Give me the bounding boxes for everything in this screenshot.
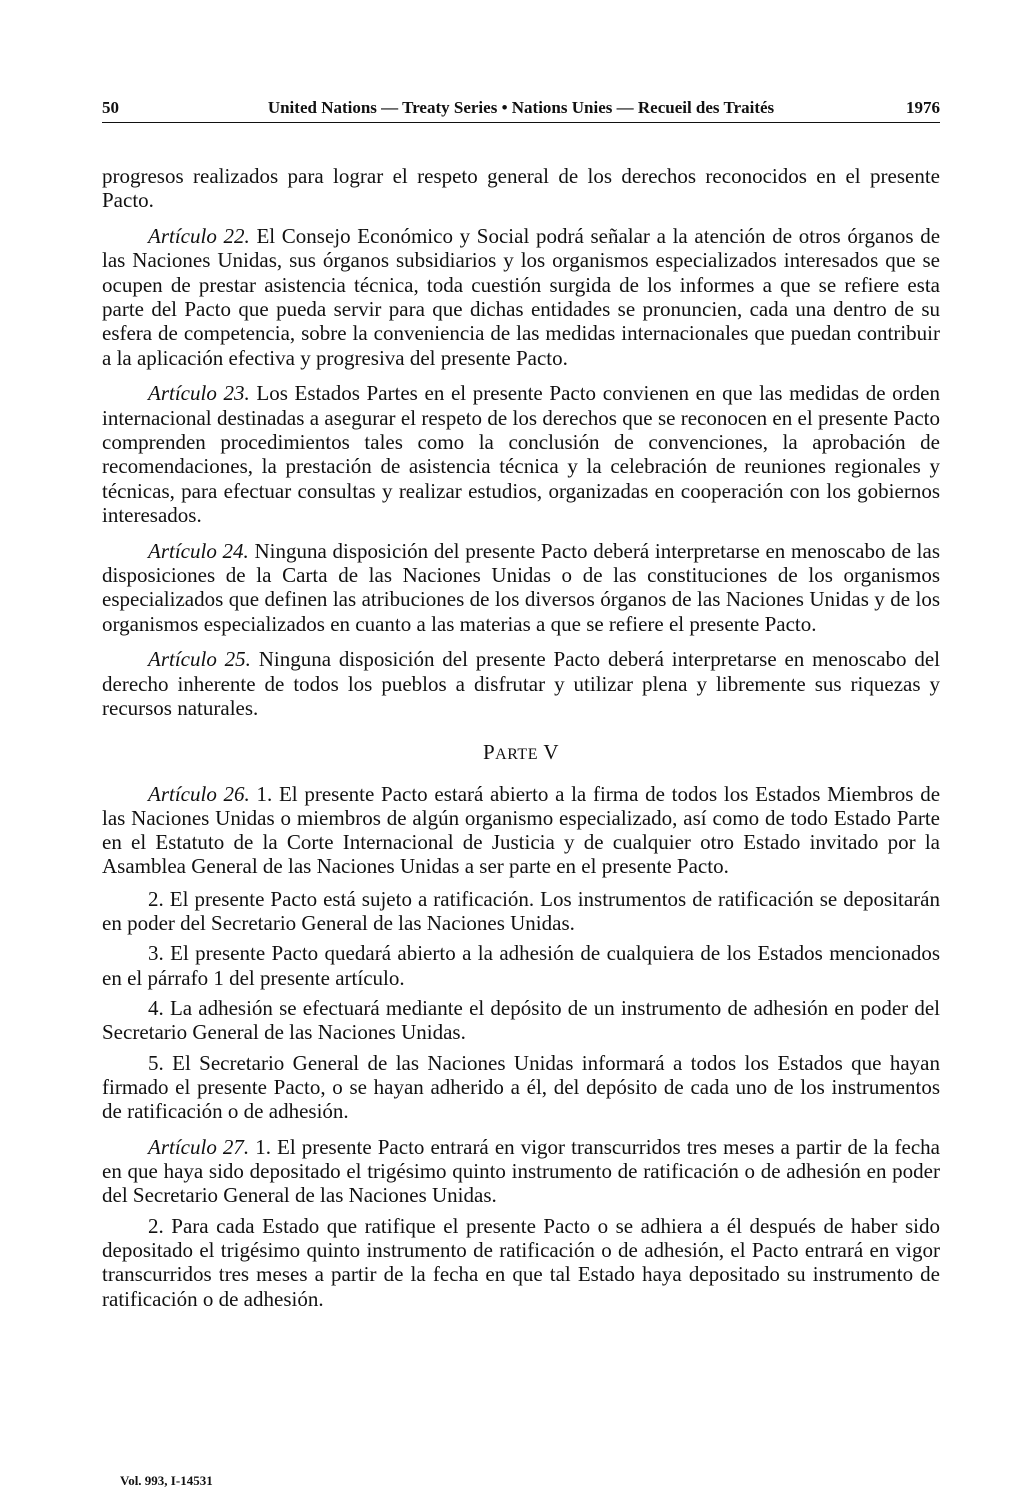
- article-text: 1. El presente Pacto estará abierto a la firma de todos los Estados Miembros de las Naciones Unidas o miembros de algún organismo especializado, así como de todo Estado Parte en el Estatuto de la Corte Internacional de Justicia y de cualquier otro Estado invitado por la Asamblea General de las Naciones Unidas a ser parte en el presente Pacto.: [102, 781, 941, 879]
- article-label: Artículo 24.: [148, 538, 249, 563]
- volume-reference: Vol. 993, I-14531: [120, 1473, 213, 1488]
- article-text: 4. La adhesión se efectuará mediante el depósito de un instrumento de adhesión en poder del Secretario General de las Naciones Unidas.: [102, 995, 940, 1045]
- article-label: Artículo 25.: [148, 647, 251, 672]
- article-27-paragraph-2: [102, 1214, 940, 1311]
- article-26-paragraph-5: [102, 1051, 940, 1124]
- article-text: 2. El presente Pacto está sujeto a ratificación. Los instrumentos de ratificación se depositarán en poder del Secretario General de las Naciones Unidas.: [102, 886, 940, 936]
- part-heading-smallcaps: ARTE: [495, 746, 538, 764]
- article-label: Artículo 27.: [148, 1134, 250, 1159]
- article-text: 3. El presente Pacto quedará abierto a la adhesión de cualquiera de los Estados mencionados en el párrafo 1 del presente artículo.: [102, 941, 940, 990]
- part-heading-initial: P: [482, 740, 496, 765]
- header-title: United Nations — Treaty Series • Nations Unies — Recueil des Traités: [267, 98, 775, 117]
- article-25: [102, 647, 940, 720]
- article-label: Artículo 26.: [148, 781, 250, 806]
- body-text: [102, 164, 940, 1322]
- page-number: 50: [102, 98, 119, 117]
- article-26-paragraph-4: [102, 996, 940, 1045]
- article-text: El Consejo Económico y Social podrá señalar a la atención de otros órganos de las Naciones Unidas, sus órganos subsidiarios y los organismos especializados interesados que se ocupen de prestar asistencia técnica, toda cuestión surgida de los informes a que se refiere esta parte del Pacto que pueda servir para que dichas entidades se pronuncien, cada una dentro de su esfera de competencia, sobre la conveniencia de las medidas internacionales que puedan contribuir a la aplicación efectiva y progresiva del presente Pacto.: [102, 224, 941, 370]
- paragraph-text: progresos realizados para lograr el respeto general de los derechos reconocidos en el presente Pacto.: [102, 164, 940, 213]
- continuation-paragraph: [102, 164, 940, 213]
- article-text: 2. Para cada Estado que ratifique el presente Pacto o se adhiera a él después de haber sido depositado el trigésimo quinto instrumento de ratificación o de adhesión, el Pacto entrará en vigor transcurridos tres meses a partir de la fecha en que tal Estado haya depositado su instrumento de ratificación o de adhesión.: [102, 1213, 940, 1311]
- article-text: Ninguna disposición del presente Pacto deberá interpretarse en menoscabo del derecho inherente de todos los pueblos a disfrutar y utilizar plena y libremente sus riquezas y recursos naturales.: [102, 647, 941, 720]
- article-26-paragraph-2: [102, 887, 940, 936]
- article-text: Ninguna disposición del presente Pacto deberá interpretarse en menoscabo de las disposiciones de la Carta de las Naciones Unidas o de las constituciones de los organismos especializados que definen las atribuciones de los diversos órganos de las Naciones Unidas y de los organismos especializados en cuanto a las materias a que se refiere el presente Pacto.: [102, 538, 941, 636]
- article-label: Artículo 23.: [148, 381, 250, 406]
- article-text: 5. El Secretario General de las Naciones Unidas informará a todos los Estados que hayan firmado el presente Pacto, o se hayan adherido a él, del depósito de cada uno de los instrumentos de ratificación o de adhesión.: [102, 1050, 940, 1124]
- part-heading-number: V: [543, 740, 560, 765]
- article-label: Artículo 22.: [148, 224, 250, 249]
- running-header: [102, 96, 940, 123]
- article-24: [102, 539, 940, 636]
- document-page: [102, 0, 940, 1507]
- article-text: Los Estados Partes en el presente Pacto convienen en que las medidas de orden internacional destinadas a asegurar el respeto de los derechos que se reconocen en el presente Pacto comprenden procedimientos tales como la conclusión de convenciones, la aprobación de recomendaciones, la prestación de asistencia técnica y la celebración de reuniones regionales y técnicas, para efectuar consultas y realizar estudios, organizadas en cooperación con los gobiernos interesados.: [102, 381, 940, 527]
- part-heading: [102, 740, 940, 767]
- article-23: [102, 381, 940, 527]
- article-26-paragraph-1: [102, 782, 940, 879]
- article-27-paragraph-1: [102, 1135, 940, 1208]
- article-text: 1. El presente Pacto entrará en vigor transcurridos tres meses a partir de la fecha en que haya sido depositado el trigésimo quinto instrumento de ratificación o de adhesión en poder del Secretario General de las Naciones Unidas.: [102, 1134, 941, 1208]
- article-26-paragraph-3: [102, 941, 940, 990]
- header-year: 1976: [906, 98, 940, 117]
- article-22: [102, 224, 940, 370]
